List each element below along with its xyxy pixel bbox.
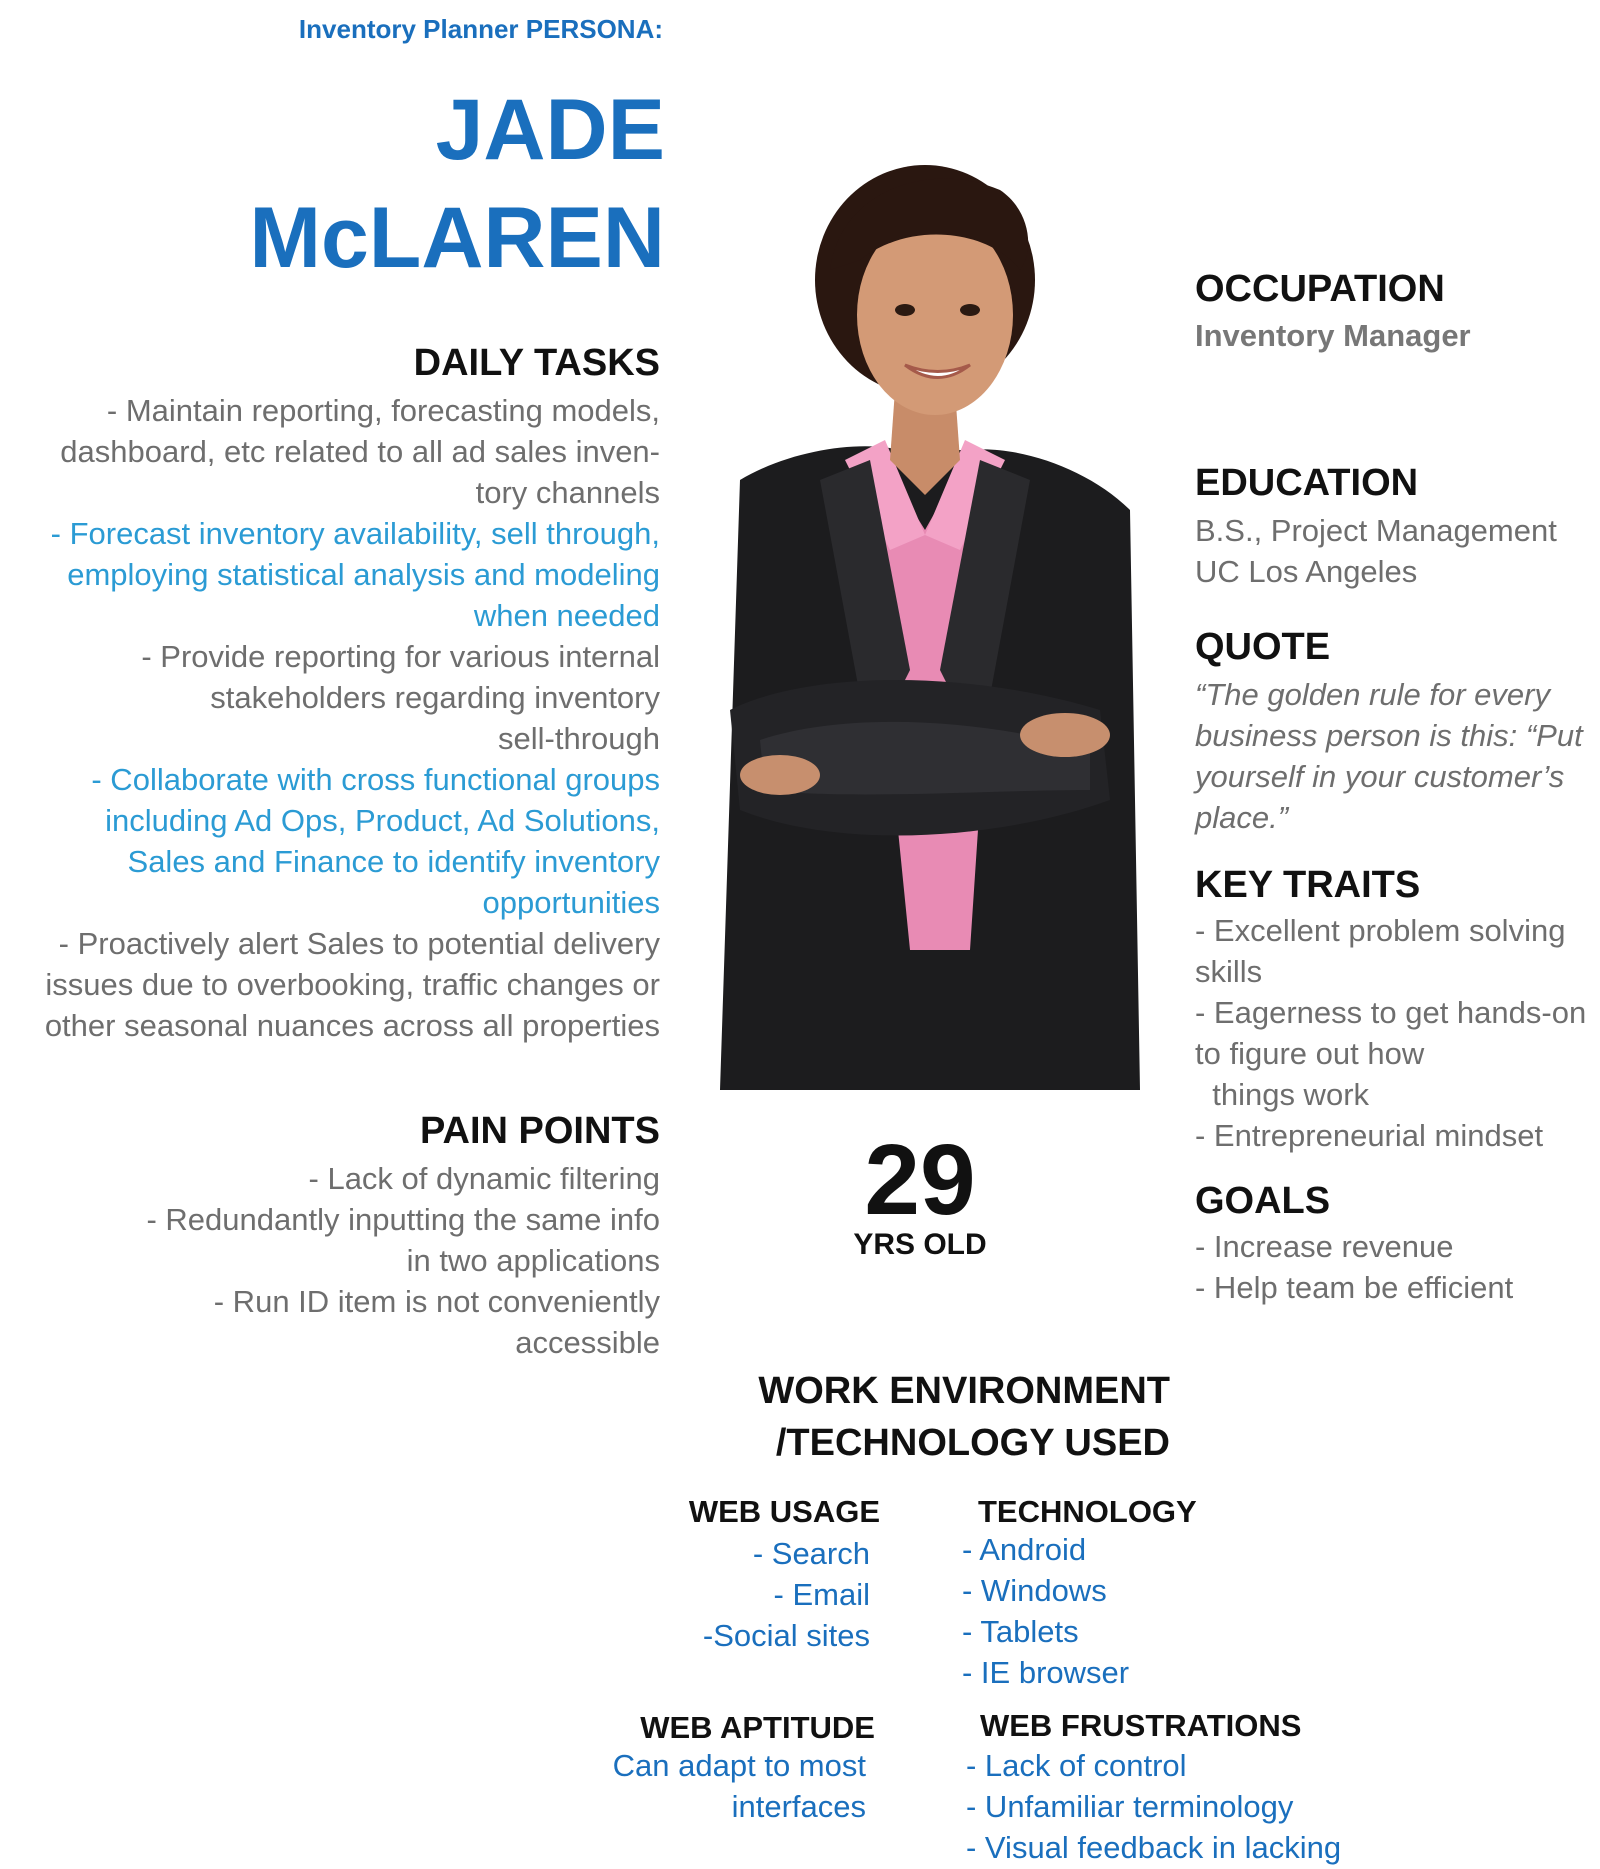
technology-list <box>962 1529 1129 1693</box>
web-frustrations-heading: WEB FRUSTRATIONS <box>980 1708 1302 1743</box>
web-usage-item: -Social sites <box>702 1618 870 1653</box>
daily-task-line: Sales and Finance to identify inventory <box>127 844 660 879</box>
web-usage-heading: WEB USAGE <box>688 1494 880 1529</box>
daily-task-line: - Forecast inventory availability, sell through, <box>50 516 660 551</box>
web-aptitude-line: Can adapt to most <box>612 1748 866 1783</box>
web-usage-item: - Search <box>752 1536 870 1571</box>
web-aptitude-text <box>526 1745 866 1827</box>
pain-point-line: accessible <box>515 1325 660 1360</box>
persona-last-name: McLAREN <box>249 190 665 286</box>
technology-heading: TECHNOLOGY <box>978 1494 1197 1529</box>
web-aptitude-heading: WEB APTITUDE <box>640 1710 875 1745</box>
age-label: YRS OLD <box>853 1228 987 1261</box>
quote-line: business person is this: “Put <box>1195 718 1583 753</box>
daily-task-item <box>0 390 660 513</box>
pain-points-list <box>0 1158 660 1363</box>
work-environment-heading <box>690 1365 1170 1469</box>
technology-item: - Windows <box>962 1573 1107 1608</box>
quote-text <box>1195 674 1595 838</box>
daily-task-line: other seasonal nuances across all properties <box>44 1008 660 1043</box>
web-aptitude-line: interfaces <box>731 1789 866 1824</box>
persona-first-name: JADE <box>435 82 665 178</box>
key-trait-line: things work <box>1195 1077 1370 1112</box>
daily-task-item <box>0 759 660 923</box>
quote-line: place.” <box>1195 800 1289 835</box>
education-line: UC Los Angeles <box>1195 554 1418 589</box>
work-environment-heading-line: /TECHNOLOGY USED <box>775 1422 1170 1464</box>
pain-point-line: - Redundantly inputting the same info <box>146 1202 660 1237</box>
goal-line: - Help team be efficient <box>1195 1270 1514 1305</box>
daily-task-line: - Collaborate with cross functional groups <box>91 762 660 797</box>
pain-point-line: in two applications <box>406 1243 660 1278</box>
quote-line: yourself in your customer’s <box>1195 759 1565 794</box>
persona-photo <box>670 150 1180 1100</box>
key-traits-list <box>1195 910 1595 1156</box>
daily-task-line: tory channels <box>475 475 660 510</box>
persona-label: Inventory Planner PERSONA: <box>298 14 663 44</box>
daily-task-line: stakeholders regarding inventory <box>210 680 660 715</box>
daily-task-line: opportunities <box>482 885 660 920</box>
web-frustration-item: - Lack of control <box>966 1748 1187 1783</box>
work-environment-heading-line: WORK ENVIRONMENT <box>758 1370 1170 1412</box>
daily-task-item <box>0 636 660 759</box>
daily-task-line: sell-through <box>498 721 660 756</box>
daily-tasks-heading: DAILY TASKS <box>413 342 660 384</box>
age-number: 29 <box>864 1124 976 1236</box>
goals-heading: GOALS <box>1195 1180 1331 1222</box>
daily-task-line: - Proactively alert Sales to potential delivery <box>58 926 660 961</box>
quote-heading: QUOTE <box>1195 626 1331 668</box>
technology-item: - Tablets <box>962 1614 1079 1649</box>
daily-task-line: when needed <box>473 598 660 633</box>
key-trait-line: to figure out how <box>1195 1036 1425 1071</box>
key-traits-heading: KEY TRAITS <box>1195 864 1421 906</box>
daily-task-line: issues due to overbooking, traffic changes or <box>45 967 660 1002</box>
pain-point-line: - Run ID item is not conveniently <box>213 1284 660 1319</box>
key-trait-line: - Eagerness to get hands-on <box>1195 995 1587 1030</box>
occupation-heading: OCCUPATION <box>1195 268 1445 310</box>
key-trait-line: - Entrepreneurial mindset <box>1195 1118 1544 1153</box>
quote-line: “The golden rule for every <box>1195 677 1550 712</box>
education-heading: EDUCATION <box>1195 462 1419 504</box>
daily-task-item <box>0 513 660 636</box>
web-frustrations-list <box>966 1745 1341 1868</box>
daily-task-line: including Ad Ops, Product, Ad Solutions, <box>105 803 660 838</box>
occupation-value: Inventory Manager <box>1195 318 1471 353</box>
education-details <box>1195 510 1595 592</box>
goal-line: - Increase revenue <box>1195 1229 1454 1264</box>
web-frustration-item: - Visual feedback in lacking <box>966 1830 1342 1865</box>
persona-photo-illustration <box>670 150 1180 1100</box>
daily-task-line: dashboard, etc related to all ad sales inven- <box>60 434 660 469</box>
goals-list <box>1195 1226 1595 1308</box>
daily-task-line: employing statistical analysis and modeling <box>67 557 660 592</box>
web-frustration-item: - Unfamiliar terminology <box>966 1789 1294 1824</box>
web-usage-item: - Email <box>773 1577 870 1612</box>
technology-item: - Android <box>962 1532 1087 1567</box>
daily-task-line: - Maintain reporting, forecasting models, <box>106 393 660 428</box>
web-usage-list <box>570 1533 870 1656</box>
daily-task-line: - Provide reporting for various internal <box>141 639 660 674</box>
key-trait-line: skills <box>1195 954 1263 989</box>
technology-item: - IE browser <box>962 1655 1130 1690</box>
daily-tasks-list <box>0 390 660 1046</box>
daily-task-item <box>0 923 660 1046</box>
pain-point-line: - Lack of dynamic filtering <box>308 1161 660 1196</box>
education-line: B.S., Project Management <box>1195 513 1557 548</box>
key-trait-line: - Excellent problem solving <box>1195 913 1566 948</box>
pain-points-heading: PAIN POINTS <box>420 1110 660 1152</box>
